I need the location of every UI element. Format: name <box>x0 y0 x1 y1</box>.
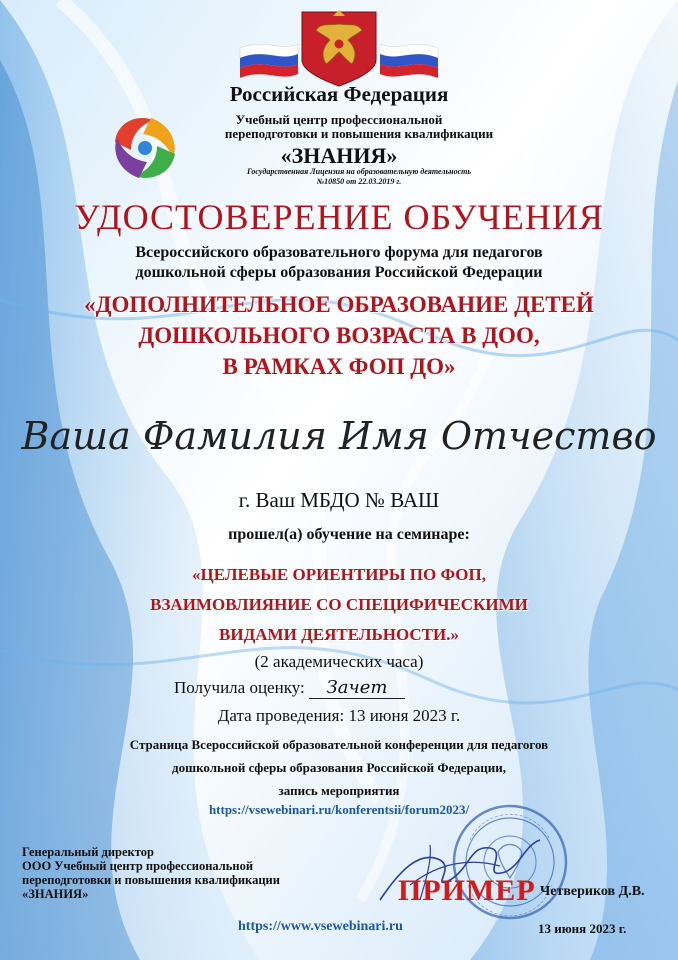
hours-line: (2 академических часа) <box>254 652 424 671</box>
page-line-1: Страница Всероссийской образовательной конференции для педагогов <box>129 737 549 752</box>
forum-line-1: Всероссийского образовательного форума для педагогов <box>135 244 543 261</box>
event-url-link[interactable]: https://vsewebinari.ru/konferentsii/forum2023/ <box>208 802 470 817</box>
license-line-2: №10850 от 22.03.2019 г. <box>316 177 402 186</box>
recipient-name: Ваша Фамилия Имя Отчество <box>21 414 657 458</box>
country-name: Российская Федерация <box>229 82 449 106</box>
seminar-line-1: «ЦЕЛЕВЫЕ ОРИЕНТИРЫ ПО ФОП, <box>192 565 486 584</box>
seminar-line-3: ВИДАМИ ДЕЯТЕЛЬНОСТИ.» <box>219 625 459 644</box>
theme-line-2: ДОШКОЛЬНОГО ВОЗРАСТА В ДОО, <box>138 323 540 348</box>
director-line-4: «ЗНАНИЯ» <box>22 887 89 901</box>
grade-label: Получила оценку: <box>174 678 305 697</box>
site-url-link[interactable]: https://www.vsewebinari.ru <box>238 919 403 934</box>
sign-date: 13 июня 2023 г. <box>538 921 627 936</box>
completed-line: прошел(а) обучение на семинаре: <box>228 526 470 543</box>
license-line-1: Государственная Лицензия на образовательную деятельность <box>246 167 472 176</box>
org-line-2: переподготовки и повышения квалификации <box>224 126 494 141</box>
org-line-1: Учебный центр профессиональной <box>235 112 443 127</box>
signer-name: Четвериков Д.В. <box>540 884 645 899</box>
director-line-2: ООО Учебный центр профессиональной <box>22 859 254 873</box>
seminar-line-2: ВЗАИМОВЛИЯНИЕ СО СПЕЦИФИЧЕСКИМИ <box>150 595 528 614</box>
forum-line-2: дошкольной сферы образования Российской Федерации <box>135 264 543 281</box>
page-line-2: дошкольной сферы образования Российской Федерации, <box>172 760 506 775</box>
certificate-title: УДОСТОВЕРЕНИЕ ОБУЧЕНИЯ <box>74 197 604 237</box>
date-line: Дата проведения: 13 июня 2023 г. <box>217 706 461 725</box>
theme-line-3: В РАМКАХ ФОП ДО» <box>222 354 456 379</box>
org-name: «ЗНАНИЯ» <box>280 143 398 168</box>
theme-line-1: «ДОПОЛНИТЕЛЬНОЕ ОБРАЗОВАНИЕ ДЕТЕЙ <box>84 292 594 317</box>
director-line-3: переподготовки и повышения квалификации <box>22 873 280 887</box>
page-line-3: запись мероприятия <box>278 783 400 798</box>
grade-value: Зачет <box>309 677 405 699</box>
location-line: г. Ваш МБДО № ВАШ <box>238 488 440 512</box>
director-line-1: Генеральный директор <box>22 845 154 859</box>
sample-watermark: ПРИМЕР <box>398 874 536 907</box>
